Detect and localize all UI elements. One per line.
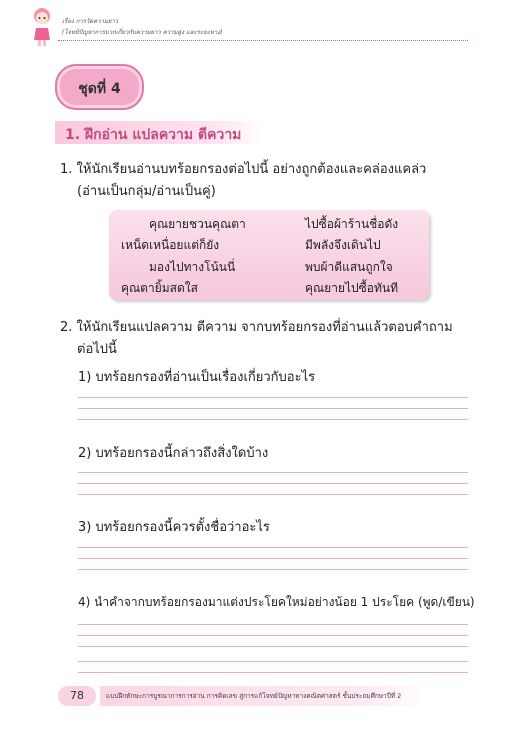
sub-question-2: 2) บทร้อยกรองนี้กล่าวถึงสิ่งใดบ้าง xyxy=(78,446,269,461)
page-number-pill xyxy=(58,686,96,706)
answer-line xyxy=(78,635,468,636)
set-badge xyxy=(55,64,144,110)
answer-line xyxy=(78,408,468,409)
sub-question-4: 4) นำคำจากบทร้อยกรองมาแต่งประโยคใหม่อย่างน้อย 1 ประโยค (พูด/เขียน) xyxy=(78,595,475,609)
answer-line xyxy=(78,419,468,420)
poem-line: มองไปทางโน้นนี่ xyxy=(149,260,236,274)
page-number: 78 xyxy=(70,689,84,702)
mascot-illustration xyxy=(30,6,54,48)
answer-line xyxy=(78,646,468,647)
question-1-line-1: 1. ให้นักเรียนอ่านบทร้อยกรองต่อไปนี้ อย่างถูกต้องและคล่องแคล่ว xyxy=(60,162,427,177)
poem-line: มีพลังจึงเดินไป xyxy=(305,238,381,252)
footer-bar xyxy=(100,686,430,706)
footer-text: แบบฝึกทักษะการบูรณาการการอ่าน การคิดเลข สู่การแก้โจทย์ปัญหาทางคณิตศาสตร์ ชั้นประถมศึกษาปีที่ 2 xyxy=(106,692,402,700)
answer-line xyxy=(78,661,468,662)
answer-line xyxy=(78,397,468,398)
answer-line xyxy=(78,472,468,473)
poem-line: คุณยายชวนคุณตา xyxy=(149,217,246,231)
header-divider xyxy=(58,40,468,41)
answer-line xyxy=(78,547,468,548)
section-heading xyxy=(55,121,265,144)
answer-line xyxy=(78,483,468,484)
sub-question-1: 1) บทร้อยกรองที่อ่านเป็นเรื่องเกี่ยวกับอะไร xyxy=(78,370,316,385)
poem-line: คุณยายไปซื้อทันที xyxy=(305,281,398,295)
answer-line xyxy=(78,672,468,673)
question-2-line-2: ต่อไปนี้ xyxy=(77,342,117,357)
poem-box xyxy=(109,210,429,300)
answer-line xyxy=(78,624,468,625)
answer-line xyxy=(78,569,468,570)
poem-line: ไปซื้อผ้าร้านชื่อดัง xyxy=(305,217,399,231)
question-2-line-1: 2. ให้นักเรียนแปลความ ตีความ จากบทร้อยกรองที่อ่านแล้วตอบคำถาม xyxy=(60,320,453,335)
section-title: 1. ฝึกอ่าน แปลความ ตีความ xyxy=(65,127,242,143)
poem-line: พบผ้าดีแสนถูกใจ xyxy=(305,260,393,274)
answer-line xyxy=(78,558,468,559)
header-subtitle: (โจทย์ปัญหาการบวกเกี่ยวกับความยาว ความสูง และระยะทาง) xyxy=(62,29,223,36)
sub-question-3: 3) บทร้อยกรองนี้ควรตั้งชื่อว่าอะไร xyxy=(78,520,270,535)
answer-line xyxy=(78,494,468,495)
header-title: เรื่อง การวัดความยาว xyxy=(62,18,119,25)
question-1-line-2: (อ่านเป็นกลุ่ม/อ่านเป็นคู่) xyxy=(77,184,216,199)
poem-line: คุณตายิ้มสดใส xyxy=(121,281,198,295)
poem-line: เหน็ดเหนื่อยแต่ก็ยัง xyxy=(121,238,220,252)
set-badge-label: ชุดที่ 4 xyxy=(78,81,121,97)
